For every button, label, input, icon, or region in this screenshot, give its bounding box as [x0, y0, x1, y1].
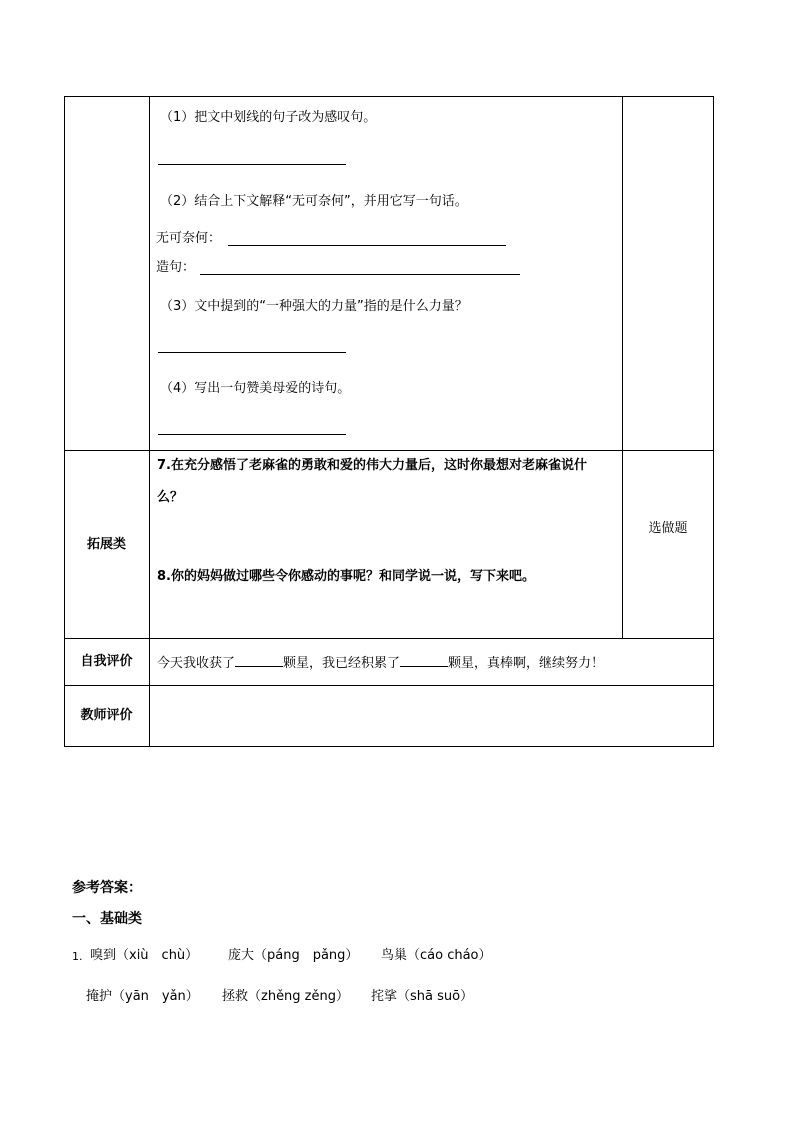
question-7-line2: 么？	[157, 490, 184, 505]
self-eval-part1: 今天我收获了	[157, 656, 236, 671]
self-evaluation-label: 自我评价	[80, 654, 133, 669]
answer-line-1-item1: 嗅到（xiù chù）	[90, 948, 199, 963]
table-border-right	[713, 96, 714, 747]
meaning-label: 无可奈何：	[156, 231, 222, 246]
answer-blank-4[interactable]	[158, 434, 346, 435]
sentence-blank[interactable]	[200, 274, 520, 275]
question-3: （3）文中提到的“一种强大的力量”指的是什么力量？	[160, 299, 468, 314]
meaning-blank[interactable]	[228, 245, 506, 246]
question-4: （4）写出一句赞美母爱的诗句。	[160, 381, 351, 396]
sentence-label: 造句：	[156, 260, 196, 275]
self-eval-part3: 颗星，真棒啊，继续努力！	[448, 656, 605, 671]
answer-line-2-item1: 掩护（yān yǎn）	[86, 989, 199, 1004]
question-1: （1）把文中划线的句子改为感叹句。	[160, 110, 377, 125]
extension-label: 拓展类	[86, 537, 126, 552]
self-evaluation-text	[157, 654, 604, 672]
teacher-evaluation-label: 教师评价	[80, 708, 133, 723]
stars-earned-blank[interactable]	[235, 654, 283, 667]
teacher-evaluation-cell[interactable]	[150, 686, 713, 746]
answer-line-1-item2: 庞大（páng pǎng）	[228, 948, 359, 963]
worksheet-table	[64, 96, 714, 747]
answer-blank-3[interactable]	[158, 352, 346, 353]
answer-blank-1[interactable]	[158, 164, 346, 165]
table-border-col2	[622, 96, 623, 639]
answers-section-basic: 一、基础类	[72, 911, 142, 927]
stars-total-blank[interactable]	[400, 654, 448, 667]
answer-line-2-item2: 拯救（zhěng zěng）	[222, 989, 349, 1004]
answer-line-2-item3: 挓挲（shā suō）	[371, 989, 474, 1004]
table-border-left	[64, 96, 65, 747]
self-eval-part2: 颗星，我已经积累了	[283, 656, 401, 671]
table-border-row2-bottom	[64, 638, 714, 639]
question-2: （2）结合上下文解释“无可奈何”，并用它写一句话。	[160, 194, 468, 209]
answer-line-1-item3: 鸟巢（cáo cháo）	[381, 948, 492, 963]
table-border-top	[64, 96, 714, 97]
optional-note: 选做题	[648, 521, 688, 536]
table-border-row1-bottom	[64, 450, 714, 451]
question-7-line1: 7.在充分感悟了老麻雀的勇敢和爱的伟大力量后，这时你最想对老麻雀说什	[157, 458, 587, 473]
answer-line-1-num: 1.	[72, 950, 83, 963]
table-border-col1	[149, 96, 150, 747]
answers-heading: 参考答案：	[72, 880, 142, 896]
table-border-bottom	[64, 746, 714, 747]
question-8: 8.你的妈妈做过哪些令你感动的事呢？和同学说一说，写下来吧。	[157, 569, 535, 584]
